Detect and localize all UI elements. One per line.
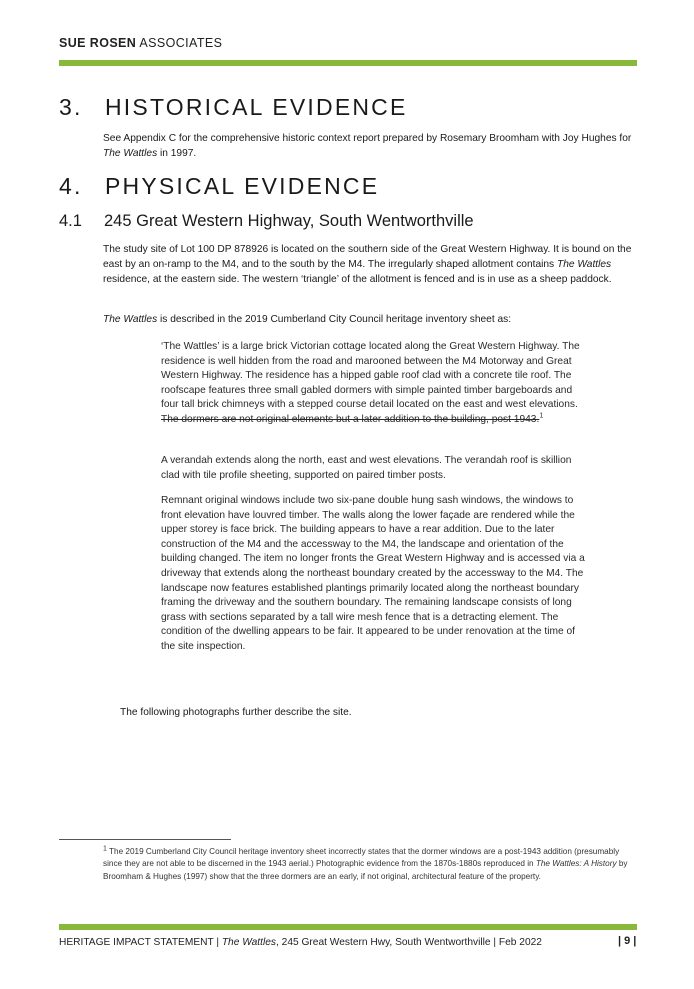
quote-1-struck-text: The dormers are not original elements but a later addition to the building, post 1943.: [161, 413, 540, 425]
quote-1-text: ‘The Wattles’ is a large brick Victorian cottage located along the Great Western Highway. The residence is well hidden from the road and marooned between the M4 Motorway and Great Western Highway. The residence has a hipped gable roof clad with a concrete tile roof. The roofscape features three small gabled dormers with simple painted timber bargeboards and four tall brick chimneys with a stepped course detail located on the east and west elevations.: [161, 341, 580, 411]
page-number: | 9 |: [618, 935, 637, 947]
section-4-1-title: 245 Great Western Highway, South Wentworthville: [104, 212, 474, 230]
p1-text: The study site of Lot 100 DP 878926 is located on the southern side of the Great Western Highway. It is bound on the east by an on-ramp to the M4, and to the south by the M4. The irregularly shaped allotment contains: [103, 244, 632, 271]
study-site-paragraph: [103, 242, 638, 288]
footnote: [103, 846, 633, 883]
quote-paragraph-1: [161, 340, 586, 428]
footnote-italic: The Wattles: A History: [535, 859, 617, 869]
section-4-heading: [59, 173, 379, 200]
section-3-italic: The Wattles: [103, 148, 158, 160]
company-brand: [59, 36, 222, 50]
footnote-rule: [59, 839, 231, 840]
section-3-heading: [59, 94, 408, 121]
section-3-text-end: in 1997.: [157, 148, 197, 160]
footnote-text-end: by Broomham & Hughes (1997) show that the three dormers are an early, if not original, architectural feature of the property.: [103, 859, 628, 881]
section-3-number: 3.: [59, 94, 83, 120]
p2-italic: The Wattles: [103, 314, 158, 325]
section-4-number: 4.: [59, 173, 83, 199]
page-footer: [59, 937, 542, 948]
footer-rule: [59, 924, 637, 930]
section-4-1-heading: [59, 212, 474, 231]
p2-text: is described in the 2019 Cumberland City Council heritage inventory sheet as:: [157, 314, 512, 325]
footer-text: HERITAGE IMPACT STATEMENT |: [59, 937, 222, 948]
quote-paragraph-2: A verandah extends along the north, east and west elevations. The verandah roof is skillion clad with tile profile sheeting, supported on paired timber posts.: [161, 455, 572, 481]
p1-text-end: residence, at the eastern side. The western ‘triangle’ of the allotment is fenced and is in use as a sheep paddock.: [103, 274, 612, 286]
footer-italic: The Wattles: [221, 937, 276, 948]
header-rule: [59, 60, 637, 66]
footer-text-end: , 245 Great Western Hwy, South Wentworthville | Feb 2022: [276, 937, 542, 948]
quote-paragraph-3: Remnant original windows include two six-pane double hung sash windows, the windows to front elevation have louvred timber. The walls along the lower façade are rendered while the upper storey is face brick. The building appears to have a rear addition. Due to the later construction of the M4 and the accessway to the M4, the landscape and orientation of the building changed. The item no longer fronts the Great Western Highway and is accessed via a driveway that extends along the northeast boundary created by the accessway to the M4. The landscape now features established plantings primarily located along the northeast boundary framing the driveway and the southern boundary. The remaining landscape consists of long grass with sections separated by a tall wire mesh fence that is a detracting element. The condition of the dwelling appears to be fair. It appeared to be under renovation at the time of the site inspection.: [161, 495, 585, 652]
section-3-title: HISTORICAL EVIDENCE: [105, 94, 408, 120]
description-intro: [103, 312, 638, 327]
footnote-ref[interactable]: 1: [539, 412, 544, 420]
p1-italic: The Wattles: [556, 259, 612, 271]
brand-rest: ASSOCIATES: [139, 36, 223, 50]
brand-bold: SUE ROSEN: [59, 36, 137, 50]
footnote-number: 1: [103, 845, 107, 853]
section-3-text: See Appendix C for the comprehensive historic context report prepared by Rosemary Broomham with Joy Hughes for: [103, 133, 632, 144]
section-4-title: PHYSICAL EVIDENCE: [105, 173, 380, 199]
section-4-1-number: 4.1: [59, 212, 82, 230]
closing-sentence: The following photographs further describe the site.: [120, 707, 352, 718]
section-3-body: [103, 131, 638, 161]
footnote-text: The 2019 Cumberland City Council heritage inventory sheet incorrectly states that the dormer windows are a post-1943 addition (presumably since they are not able to be discerned in the 1943 aerial.) Photographic evidence from the 1870s-1880s reproduced in: [103, 847, 620, 869]
